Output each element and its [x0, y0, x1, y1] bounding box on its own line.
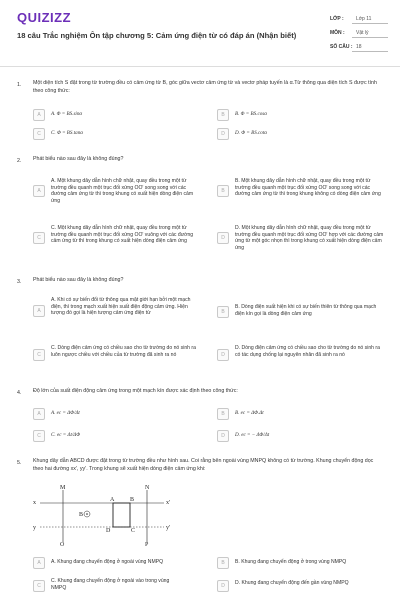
meta-row-class	[330, 16, 388, 30]
option-d[interactable]	[217, 225, 389, 251]
option-letter: A	[33, 305, 45, 317]
option-letter: C	[33, 349, 45, 361]
label-n: N	[145, 485, 150, 491]
meta-value: Vật lý	[356, 30, 369, 36]
option-letter: B	[217, 306, 229, 318]
option-b[interactable]	[217, 304, 389, 318]
option-text: D. Φ = BS.cotα	[235, 130, 267, 136]
question-text: Khung dây dẫn ABCD được đặt trong từ trường đều như hình sau. Coi rằng bên ngoài vùng MNPQ không có từ trường. Khung chuyển động dọc theo hai đường xx', yy'. Trong khung sẽ xuất hiện dòng điện cảm ứng khi:	[33, 458, 374, 472]
option-letter: D	[217, 349, 229, 361]
option-text: C. Φ = BS.tanα	[51, 130, 83, 136]
option-letter: C	[33, 580, 45, 592]
label-y: y	[33, 525, 36, 531]
option-letter: A	[33, 408, 45, 420]
option-d[interactable]	[217, 128, 387, 140]
meta-label: SỐ CÂU :	[330, 44, 353, 50]
meta-row-count	[330, 44, 388, 58]
option-c[interactable]	[33, 128, 203, 140]
option-a[interactable]	[33, 109, 203, 121]
question-number: 4.	[17, 390, 22, 396]
question-text: Một diện tích S đặt trong từ trường đều có cảm ứng từ B, góc giữa vectơ cảm ứng từ và vectơ pháp tuyến là α.Từ thông qua diện tích S được tính theo công thức:	[33, 80, 377, 94]
option-text: C. Dòng điện cảm ứng có chiều sao cho từ trường do nó sinh ra luôn ngược chiều với chiều của từ trường đã sinh ra nó	[51, 345, 196, 358]
label-c: C	[131, 528, 136, 534]
label-x: x	[33, 500, 36, 506]
option-letter: D	[217, 232, 229, 244]
option-text: B. Một khung dây dẫn hình chữ nhật, quay đều trong một từ trường đều quanh một trục đối xứng OO' song song với các đường cảm ứng từ thì trong khung không có dòng điện cảm ứng	[235, 178, 381, 197]
option-letter: C	[33, 128, 45, 140]
option-c[interactable]	[33, 345, 205, 361]
question-number: 3.	[17, 279, 22, 285]
option-b[interactable]	[217, 557, 387, 569]
option-text: D. ec = − ΔΦ/Δt	[235, 432, 270, 438]
meta-row-subject	[330, 30, 388, 44]
label-q: Q	[60, 542, 65, 546]
option-text: A. Khi có sự biến đổi từ thông qua mặt giới hạn bởi một mạch điện, thì trong mạch xuất hiện suất điện động cảm ứng. Hiện tượng đó gọi là hiện tượng cảm ứng điện từ	[51, 297, 191, 316]
option-b[interactable]	[217, 408, 387, 420]
label-field: B	[79, 512, 84, 518]
option-text: B. Φ = BS.cosα	[235, 111, 267, 117]
option-text: C. Một khung dây dẫn hình chữ nhật, quay đều trong một từ trường đều quanh một trục đối xứng OO' vuông với các đường cảm ứng từ thì trong khung có xuất hiện dòng điện cảm ứng	[51, 225, 194, 244]
option-letter: B	[217, 557, 229, 569]
label-y-prime: y'	[166, 525, 171, 531]
divider	[352, 37, 388, 38]
label-m: M	[60, 485, 66, 491]
option-text: B. Dòng điện xuất hiện khi có sự biến thiên từ thông qua mạch điện kín gọi là dòng điện cảm ứng	[235, 304, 377, 317]
question-text: Độ lớn của suất điện động cảm ứng trong một mạch kín được xác định theo công thức:	[33, 388, 238, 394]
option-text: A. Φ = BS.sinα	[51, 111, 83, 117]
label-a: A	[110, 497, 115, 503]
meta-label: LỚP :	[330, 16, 344, 22]
option-text: A. Một khung dây dẫn hình chữ nhật, quay đều trong một từ trường đều quanh một trục đối xứng OO' song song với các đường cảm ứng từ thì trong khung có xuất hiện dòng điện cảm ứng	[51, 178, 194, 204]
option-a[interactable]	[33, 408, 203, 420]
option-c[interactable]	[33, 578, 203, 592]
divider	[0, 66, 400, 67]
page-title: 18 câu Trắc nghiệm Ôn tập chương 5: Cảm ứng điện từ có đáp án (Nhận biết)	[17, 31, 297, 40]
option-b[interactable]	[217, 109, 387, 121]
label-d: D	[106, 528, 111, 534]
option-text: D. Một khung dây dẫn hình chữ nhật, quay đều trong một từ trường đều quanh một trục đối xứng OO' hợp với các đường cảm ứng từ một góc nhọn thì trong khung có xuất hiện dòng điện cảm ứng	[235, 225, 384, 251]
option-d[interactable]	[217, 430, 387, 442]
option-a[interactable]	[33, 178, 205, 204]
option-letter: D	[217, 580, 229, 592]
divider	[352, 23, 388, 24]
magnetic-field-figure	[30, 484, 190, 546]
option-letter: C	[33, 430, 45, 442]
option-letter: D	[217, 430, 229, 442]
option-letter: C	[33, 232, 45, 244]
option-b[interactable]	[217, 178, 389, 198]
option-text: A. Khung đang chuyển động ở ngoài vùng NMPQ	[51, 559, 164, 565]
option-letter: B	[217, 185, 229, 197]
quizizz-logo[interactable]: QUIZIZZ	[17, 10, 72, 25]
meta-value: Lớp 11	[356, 16, 372, 22]
meta-info	[330, 16, 388, 58]
option-letter: A	[33, 185, 45, 197]
option-text: A. ec = ΔΦ/Δt	[51, 410, 80, 416]
question-number: 5.	[17, 460, 22, 466]
label-x-prime: x'	[166, 500, 171, 506]
option-letter: A	[33, 557, 45, 569]
question-text: Phát biểu nào sau đây là không đúng?	[33, 156, 124, 162]
option-text: C. ec = Δt/ΔΦ	[51, 432, 81, 438]
label-p: P	[145, 542, 149, 546]
question-text: Phát biểu nào sau đây là không đúng?	[33, 277, 124, 283]
option-text: B. ec = ΔΦ.Δt	[235, 410, 264, 416]
option-a[interactable]	[33, 297, 205, 317]
field-dot-center	[86, 513, 88, 515]
option-d[interactable]	[217, 578, 387, 592]
option-a[interactable]	[33, 557, 203, 569]
meta-label: MÔN :	[330, 30, 345, 36]
meta-value: 18	[356, 44, 362, 50]
option-c[interactable]	[33, 430, 203, 442]
option-text: C. Khung đang chuyển động ở ngoài vào trong vùng NMPQ	[51, 578, 170, 591]
option-c[interactable]	[33, 225, 205, 245]
option-d[interactable]	[217, 345, 389, 361]
question-number: 1.	[17, 82, 22, 88]
divider	[352, 51, 388, 52]
header	[0, 0, 400, 62]
option-letter: D	[217, 128, 229, 140]
option-letter: B	[217, 408, 229, 420]
option-letter: A	[33, 109, 45, 121]
option-letter: B	[217, 109, 229, 121]
question-number: 2.	[17, 158, 22, 164]
option-text: D. Khung đang chuyển động đến gần vùng NMPQ	[235, 580, 349, 586]
option-text: B. Khung đang chuyển động ở trong vùng NMPQ	[235, 559, 347, 565]
label-b: B	[130, 497, 135, 503]
option-text: D. Dòng điện cảm ứng có chiều sao cho từ trường do nó sinh ra có tác dụng chống lại nguyên nhân đã sinh ra nó	[235, 345, 380, 358]
frame-abcd	[113, 503, 130, 527]
